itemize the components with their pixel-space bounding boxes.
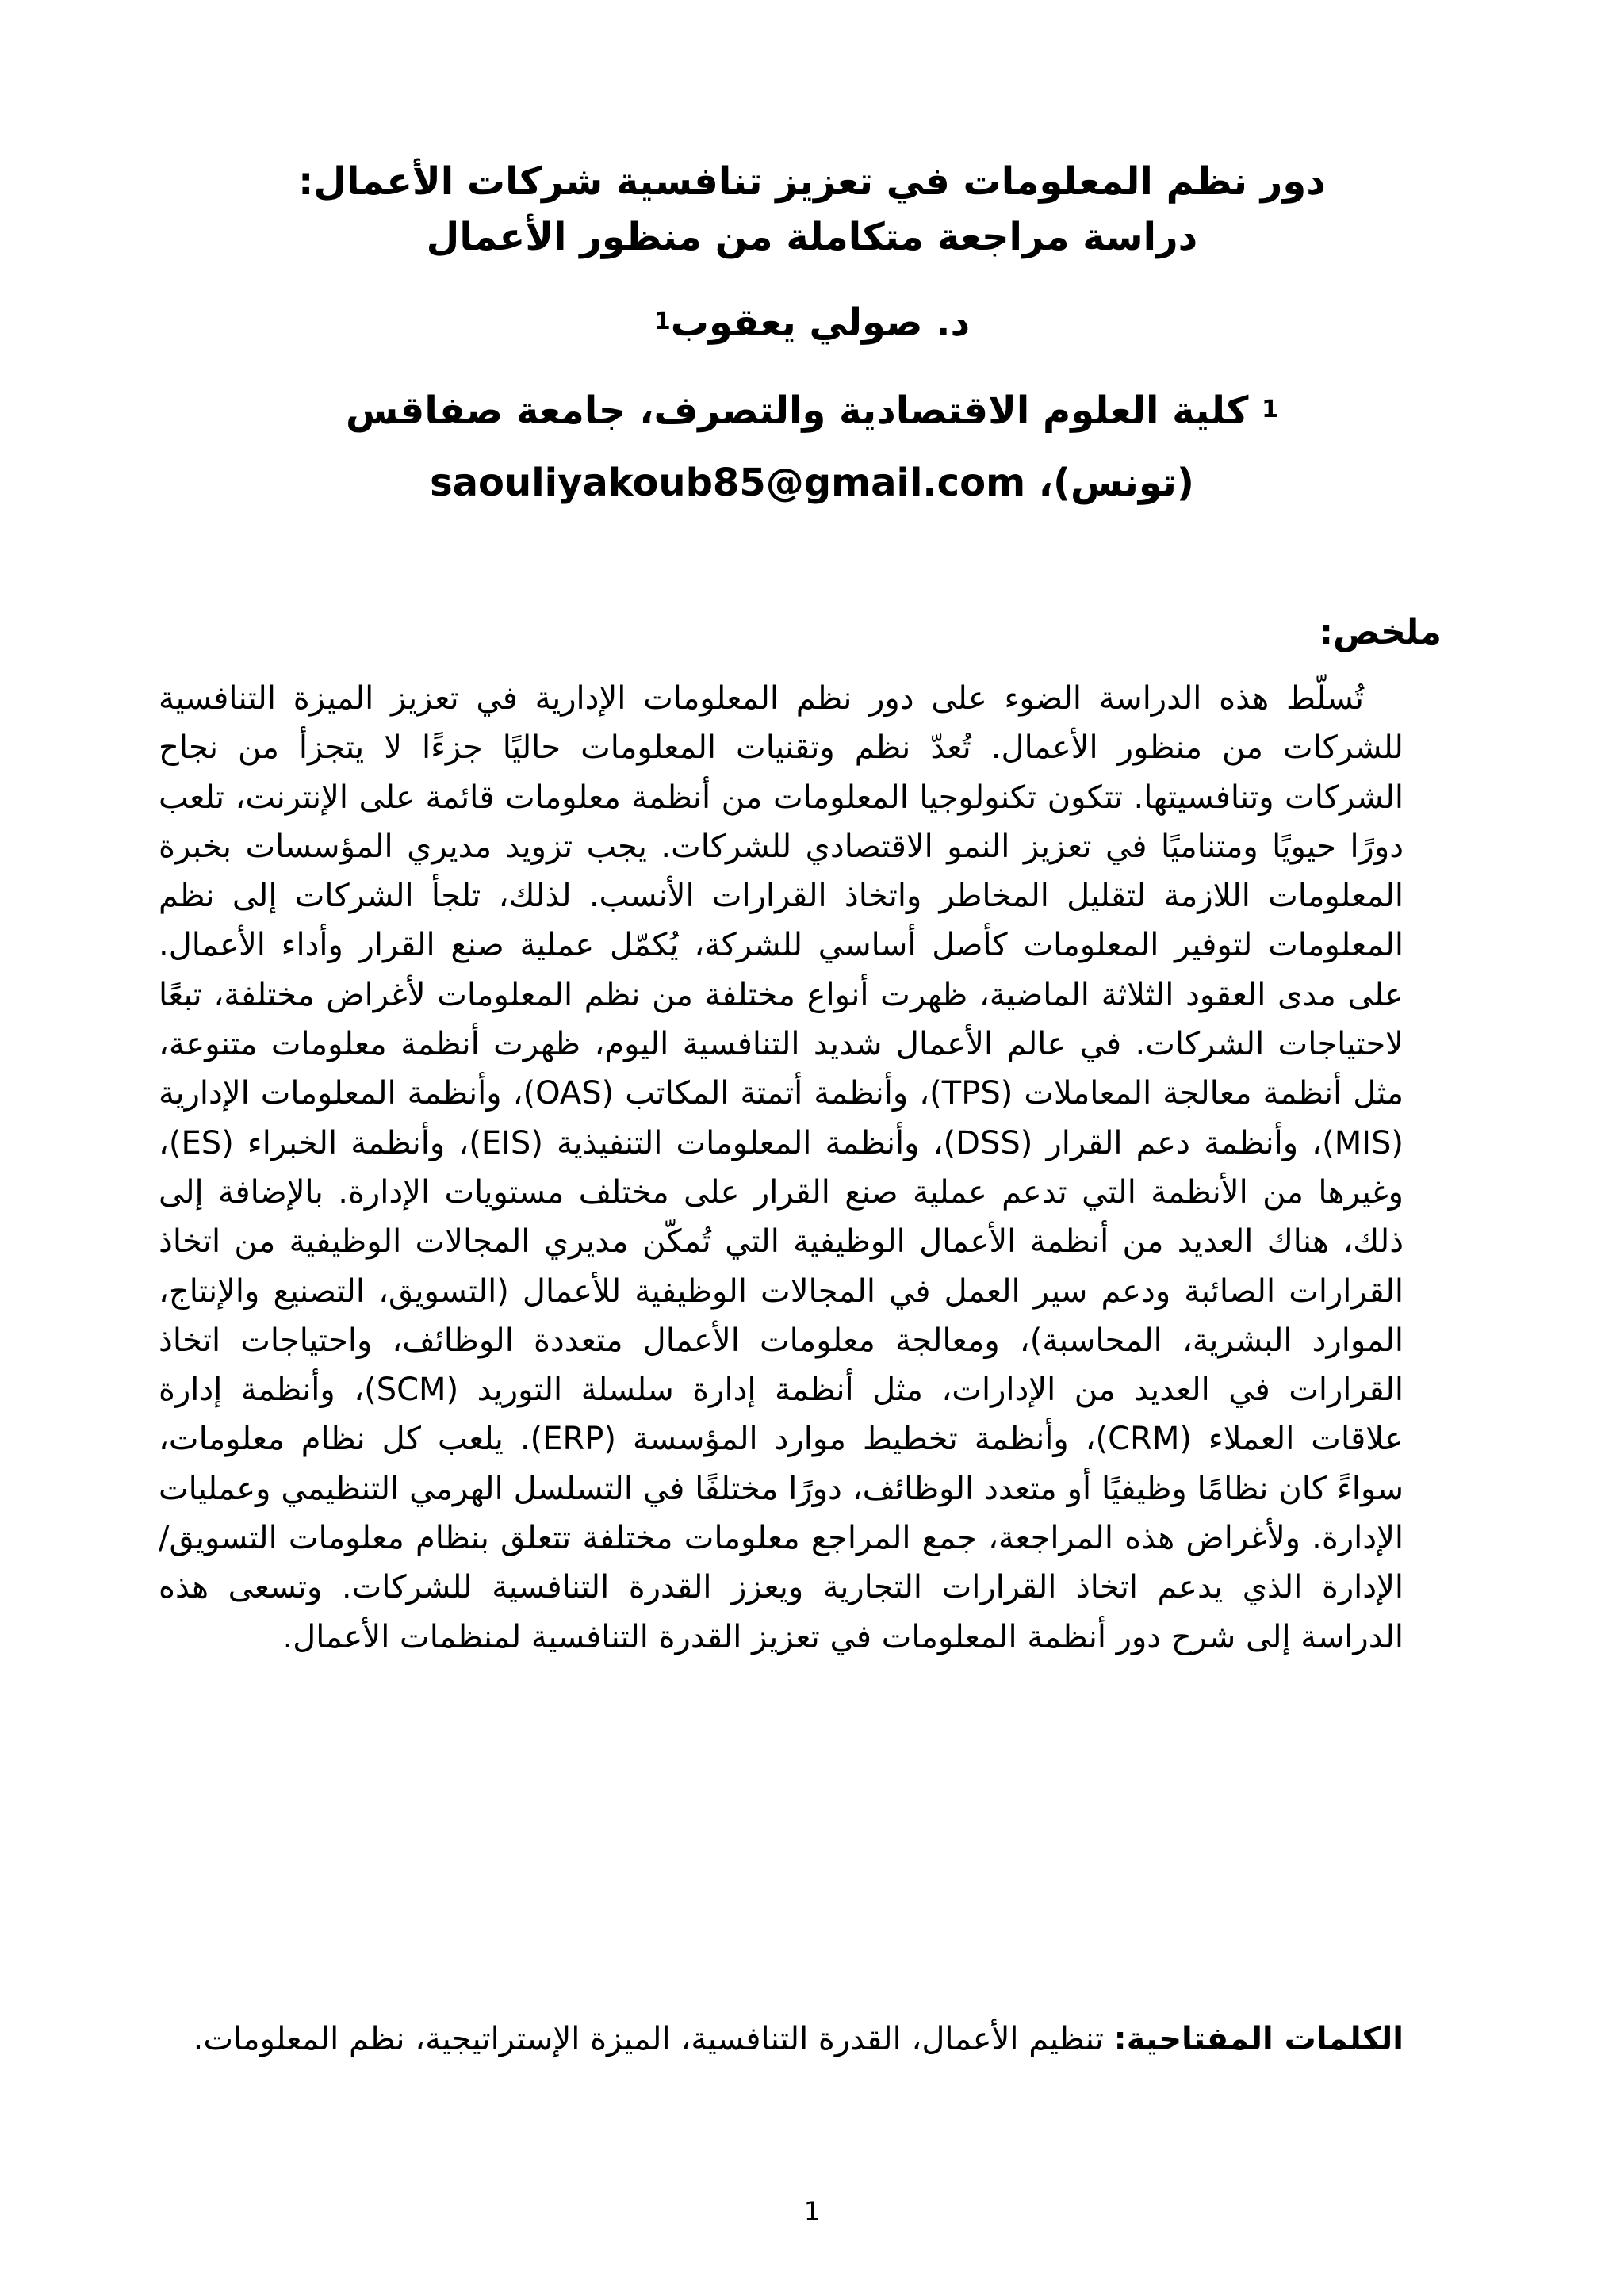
author-name: د. صولي يعقوب [670, 300, 971, 345]
keywords-label: الكلمات المفتاحية: [1113, 2021, 1404, 2057]
author-line [159, 295, 1465, 356]
abstract-heading: ملخص: [1319, 612, 1442, 652]
title-line-1: دور نظم المعلومات في تعزيز تنافسية شركات الأعمال: [298, 159, 1326, 204]
affiliation [159, 377, 1465, 516]
affiliation-marker: 1 [1262, 396, 1278, 423]
keywords-paragraph [159, 2014, 1404, 2064]
title-line-2: دراسة مراجعة متكاملة من منظور الأعمال [426, 215, 1198, 259]
affiliation-country: (تونس)، [1025, 461, 1194, 505]
keywords-text: تنظيم الأعمال، القدرة التنافسية، الميزة الإستراتيجية، نظم المعلومات. [193, 2021, 1114, 2057]
paper-title [159, 154, 1465, 265]
author-affiliation-marker: 1 [653, 308, 671, 335]
affiliation-line-1 [159, 377, 1465, 450]
page-number: 1 [803, 2196, 821, 2226]
affiliation-line-2 [159, 450, 1465, 516]
affiliation-institution: كلية العلوم الاقتصادية والتصرف، جامعة صفاقس [346, 388, 1249, 433]
abstract-body: تُسلّط هذه الدراسة الضوء على دور نظم المعلومات الإدارية في تعزيز الميزة التنافسية للشركات من منظور الأعمال. تُعدّ نظم وتقنيات المعلومات حاليًا جزءًا لا يتجزأ من نجاح الشركات وتنافسيتها. تتكون تكنولوجيا المعلومات من أنظمة معلومات قائمة على الإنترنت، تلعب دورًا حيويًا ومتناميًا في تعزيز النمو الاقتصادي للشركات. يجب تزويد مديري المؤسسات بخبرة المعلومات اللازمة لتقليل المخاطر واتخاذ القرارات الأنسب. لذلك، تلجأ الشركات إلى نظم المعلومات لتوفير المعلومات كأصل أساسي للشركة، يُكمّل عملية صنع القرار وأداء الأعمال. على مدى العقود الثلاثة الماضية، ظهرت أنواع مختلفة من نظم المعلومات لأغراض مختلفة، تبعًا لاحتياجات الشركات. في عالم الأعمال شديد التنافسية اليوم، ظهرت أنظمة معلومات متنوعة، مثل أنظمة معالجة المعاملات (TPS)، وأنظمة أتمتة المكاتب (OAS)، وأنظمة المعلومات الإدارية (MIS)، وأنظمة دعم القرار (DSS)، وأنظمة المعلومات التنفيذية (EIS)، وأنظمة الخبراء (ES)، وغيرها من الأنظمة التي تدعم عملية صنع القرار على مختلف مستويات الإدارة. بالإضافة إلى ذلك، هناك العديد من أنظمة الأعمال الوظيفية التي تُمكّن مديري المجالات الوظيفية من اتخاذ القرارات الصائبة ودعم سير العمل في المجالات الوظيفية للأعمال (التسويق، التصنيع والإنتاج، الموارد البشرية، المحاسبة)، ومعالجة معلومات الأعمال متعددة الوظائف، واحتياجات اتخاذ القرارات في العديد من الإدارات، مثل أنظمة إدارة سلسلة التوريد (SCM)، وأنظمة إدارة علاقات العملاء (CRM)، وأنظمة تخطيط موارد المؤسسة (ERP). يلعب كل نظام معلومات، سواءً كان نظامًا وظيفيًا أو متعدد الوظائف، دورًا مختلفًا في التسلسل الهرمي التنظيمي وعمليات الإدارة. ولأغراض هذه المراجعة، جمع المراجع معلومات مختلفة تتعلق بنظام معلومات التسويق/الإدارة الذي يدعم اتخاذ القرارات التجارية ويعزز القدرة التنافسية للشركات. وتسعى هذه الدراسة إلى شرح دور أنظمة المعلومات في تعزيز القدرة التنافسية لمنظمات الأعمال. [159, 680, 1404, 1655]
author-email[interactable]: saouliyakoub85@gmail.com [430, 461, 1026, 505]
